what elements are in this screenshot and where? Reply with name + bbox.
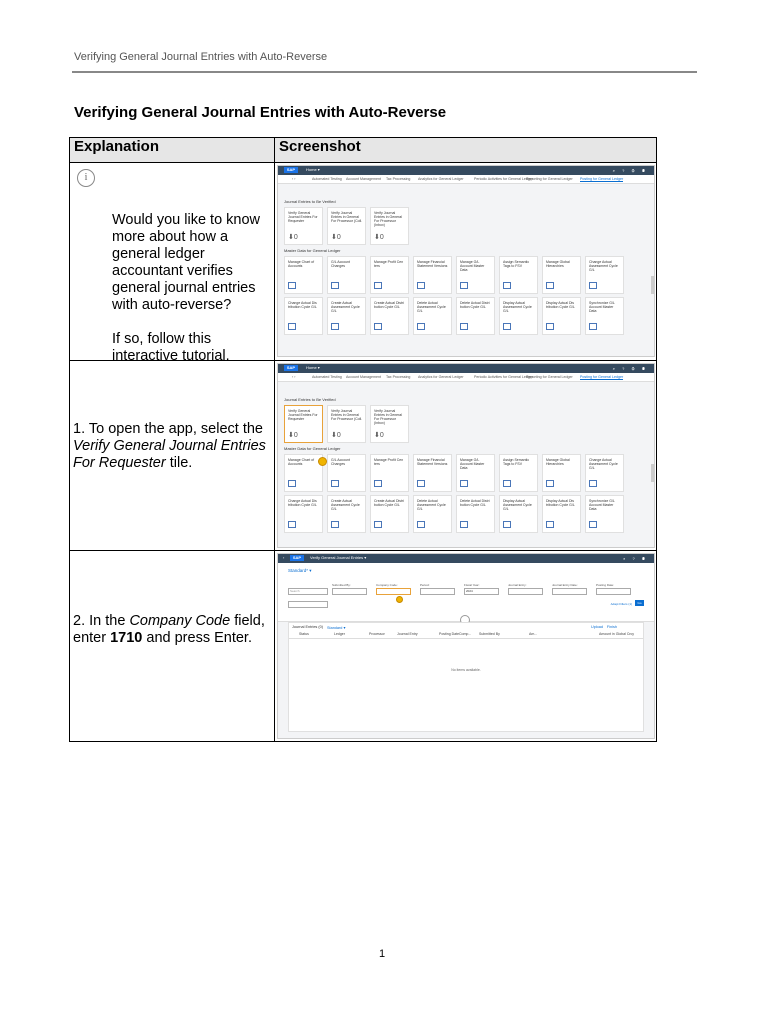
tile-app-icon bbox=[546, 323, 554, 330]
tile-title: Display Actual Dis tribution Cycle G/L bbox=[546, 499, 575, 507]
filter-field bbox=[332, 588, 367, 595]
app-tile bbox=[284, 297, 323, 335]
running-header: Verifying General Journal Entries with Auto-Reverse bbox=[74, 51, 328, 63]
tile-title: G/L Account Changes bbox=[331, 458, 350, 466]
nav-tab: Account Management bbox=[346, 375, 381, 379]
tile-app-icon bbox=[331, 282, 339, 289]
document-title: Verifying General Journal Entries with Auto-Reverse bbox=[74, 104, 447, 121]
sap-shell-bar bbox=[278, 554, 654, 563]
table-column-header: Ledger bbox=[334, 632, 345, 636]
tile-title: Delete Actual Assessment Cycle G/L bbox=[417, 301, 446, 313]
app-tile bbox=[499, 495, 538, 533]
filter-label: Fiscal Year: bbox=[464, 583, 480, 587]
tile-title: Verify Journal Entries in General For Processor (Inbox) bbox=[374, 211, 403, 227]
tile-title: Manage Financial Statement Versions bbox=[417, 260, 448, 268]
tile-app-icon bbox=[460, 480, 468, 487]
nav-tab: Automated Testing bbox=[312, 177, 342, 181]
tile-app-icon bbox=[417, 521, 425, 528]
table-title: Journal Entries (0) bbox=[292, 625, 324, 629]
section-title-journal-entries: Journal Entries to Be Verified bbox=[284, 397, 336, 402]
app-tile bbox=[413, 256, 452, 294]
tile-app-icon bbox=[288, 323, 296, 330]
app-tile bbox=[413, 454, 452, 492]
tile-title: Manage Chart of Accounts bbox=[288, 458, 315, 466]
tile-title: Synchronize G/L Account Master Data bbox=[589, 301, 615, 313]
tile-title: Display Actual Dis tribution Cycle G/L bbox=[546, 301, 575, 309]
tile-title: Change Actual Dis tribution Cycle G/L bbox=[288, 499, 317, 507]
intro-explanation-cell bbox=[70, 163, 275, 364]
app-tile bbox=[499, 297, 538, 335]
tile-app-icon bbox=[589, 282, 597, 289]
intro-tutorial-note: If so, follow this interactive tutorial. bbox=[112, 331, 230, 364]
app-tile bbox=[542, 256, 581, 294]
app-tile bbox=[585, 495, 624, 533]
step1-screenshot-cell bbox=[275, 361, 657, 551]
tile-app-icon bbox=[288, 521, 296, 528]
tile-title: Change Actual Assessment Cycle G/L bbox=[589, 260, 618, 272]
app-tile bbox=[413, 297, 452, 335]
tile-title: Create Actual Distri bution Cycle G/L bbox=[374, 301, 404, 309]
table-column-header: Amount in Global Crcy bbox=[599, 632, 635, 636]
tutorial-table bbox=[69, 137, 657, 742]
section-title-journal-entries: Journal Entries to Be Verified bbox=[284, 199, 336, 204]
upload-button: Upload bbox=[590, 625, 603, 629]
tile-count: ⬇0 bbox=[331, 432, 341, 439]
go-button: Go bbox=[635, 600, 644, 606]
app-tile bbox=[542, 454, 581, 492]
tile-app-icon bbox=[460, 282, 468, 289]
tile-count: ⬇0 bbox=[374, 234, 384, 241]
tile-title: Manage Global Hierarchies bbox=[546, 260, 570, 268]
nav-arrows-icon: ‹ › bbox=[292, 375, 296, 379]
tile-app-icon bbox=[546, 480, 554, 487]
tile-count: ⬇0 bbox=[374, 432, 384, 439]
filter-field bbox=[464, 588, 499, 595]
back-icon: ‹ bbox=[283, 555, 285, 560]
header-rule bbox=[72, 71, 697, 73]
adapt-filters-link: Adapt Filters (1) bbox=[610, 602, 632, 606]
app-tile bbox=[499, 454, 538, 492]
scrollbar bbox=[651, 276, 654, 294]
tile-app-icon bbox=[417, 282, 425, 289]
shell-home-menu: Home ▾ bbox=[306, 365, 320, 370]
tile-app-icon bbox=[374, 282, 382, 289]
tile-app-icon bbox=[374, 323, 382, 330]
step1-explanation-cell bbox=[70, 361, 275, 551]
nav-arrows-icon: ‹ › bbox=[292, 177, 296, 181]
app-tile bbox=[499, 256, 538, 294]
app-tile bbox=[327, 405, 366, 443]
tile-app-icon bbox=[374, 521, 382, 528]
app-tile bbox=[370, 297, 409, 335]
tile-title: Change Actual Dis tribution Cycle G/L bbox=[288, 301, 317, 309]
tile-app-icon bbox=[589, 323, 597, 330]
tile-title: Create Actual Assessment Cycle G/L bbox=[331, 499, 360, 511]
filter-label: Journal Entry: bbox=[508, 583, 527, 587]
tile-app-icon bbox=[288, 282, 296, 289]
app-tile bbox=[327, 454, 366, 492]
filter-label: Submitted By: bbox=[332, 583, 351, 587]
nav-tab: Reporting for General Ledger bbox=[526, 177, 573, 181]
tile-title: Verify General Journal Entries For Requester bbox=[288, 211, 318, 223]
tile-row-master-data bbox=[278, 454, 654, 492]
app-tile bbox=[585, 256, 624, 294]
column-header-explanation: Explanation bbox=[70, 138, 275, 163]
nav-tab: Automated Testing bbox=[312, 375, 342, 379]
launchpad-nav-tabs bbox=[278, 175, 654, 184]
tile-app-icon bbox=[503, 282, 511, 289]
tile-title: Assign Semantic Tags to FSV bbox=[503, 260, 530, 268]
nav-tab: Posting for General Ledger bbox=[580, 375, 624, 379]
section-title-master-data: Master Data for General Ledger bbox=[284, 248, 341, 253]
table-header bbox=[289, 631, 643, 639]
nav-tab: Tax Processing bbox=[386, 375, 411, 379]
tile-app-icon bbox=[546, 282, 554, 289]
shell-tools-icons: ⌕ ? ⚙ ◉ bbox=[612, 168, 648, 173]
nav-tab: Periodic Activities for General Ledger bbox=[474, 177, 534, 181]
app-tile bbox=[327, 207, 366, 245]
tile-title: Manage G/L Account Master Data bbox=[460, 260, 485, 272]
filter-label: Journal Entry Date: bbox=[552, 583, 578, 587]
nav-tab: Posting for General Ledger bbox=[580, 177, 624, 181]
tile-row-verify bbox=[278, 405, 654, 443]
no-items-text: No items available. bbox=[451, 668, 481, 672]
app-tile bbox=[456, 454, 495, 492]
tile-title: Manage Profit Cen ters bbox=[374, 260, 404, 268]
app-tile bbox=[456, 297, 495, 335]
app-tile bbox=[413, 495, 452, 533]
table-column-header: Am... bbox=[529, 632, 538, 636]
company-code-field bbox=[376, 588, 411, 595]
intro-paragraph: Would you like to know more about how a general ledger accountant verifies general journal entries with auto-reverse? bbox=[112, 212, 261, 313]
nav-tab: Analytics for General Ledger bbox=[418, 375, 464, 379]
table-variant: Standard ▾ bbox=[327, 626, 346, 630]
tile-app-icon bbox=[503, 323, 511, 330]
variant-selector: Standard* ▾ bbox=[288, 568, 312, 573]
filter-bar bbox=[278, 563, 654, 622]
tile-app-icon bbox=[331, 521, 339, 528]
tile-title: Verify Journal Entries in General For Processor (Inbox) bbox=[374, 409, 403, 425]
tile-app-icon bbox=[374, 480, 382, 487]
tile-count: ⬇0 bbox=[331, 234, 341, 241]
sap-logo: SAP bbox=[284, 167, 298, 173]
field-name: Company Code bbox=[129, 613, 231, 629]
tile-title: Create Actual Distri bution Cycle G/L bbox=[374, 499, 404, 507]
tile-title: Synchronize G/L Account Master Data bbox=[589, 499, 615, 511]
filter-label: Posting Date: bbox=[596, 583, 615, 587]
sap-logo: SAP bbox=[284, 365, 298, 371]
filter-field bbox=[508, 588, 543, 595]
table-column-header: Posting Date bbox=[439, 632, 460, 636]
launchpad-screenshot-step1 bbox=[277, 363, 655, 548]
tile-row-cycles bbox=[278, 495, 654, 533]
table-toolbar bbox=[289, 623, 643, 631]
tile-title: Display Actual Assessment Cycle G/L bbox=[503, 499, 532, 511]
click-cursor-icon bbox=[318, 457, 327, 466]
tile-app-icon bbox=[288, 480, 296, 487]
fiscal-year-token: 2024 bbox=[466, 589, 473, 593]
nav-tab: Account Management bbox=[346, 177, 381, 181]
tile-title: Verify General Journal Entries For Requester bbox=[288, 409, 318, 421]
sap-logo: SAP bbox=[290, 555, 304, 561]
app-screenshot bbox=[277, 553, 655, 739]
tile-title: Manage Financial Statement Versions bbox=[417, 458, 448, 466]
tile-count: ⬇0 bbox=[288, 234, 298, 241]
app-tile bbox=[327, 495, 366, 533]
finish-button: Finish bbox=[606, 625, 617, 629]
tile-app-icon bbox=[589, 480, 597, 487]
tile-title: Delete Actual Distri bution Cycle G/L bbox=[460, 499, 490, 507]
filter-label: Company Code: bbox=[376, 583, 398, 587]
app-tile bbox=[542, 495, 581, 533]
tile-title: Delete Actual Distri bution Cycle G/L bbox=[460, 301, 490, 309]
table-column-header: Processor bbox=[369, 632, 385, 636]
step2-instruction: 2. In the Company Code field, enter 1710 and press Enter. bbox=[73, 613, 265, 646]
intro-screenshot-cell bbox=[275, 163, 657, 361]
tile-title: Manage Profit Cen ters bbox=[374, 458, 404, 466]
tile-app-icon bbox=[589, 521, 597, 528]
filter-field-extra bbox=[288, 601, 328, 608]
tile-title: Delete Actual Assessment Cycle G/L bbox=[417, 499, 446, 511]
table-column-header: Journal Entry bbox=[397, 632, 418, 636]
app-title: Verify General Journal Entries ▾ bbox=[310, 555, 367, 560]
tile-row-master-data bbox=[278, 256, 654, 294]
shell-tools-icons: ⌕ ? ◉ bbox=[623, 556, 648, 561]
tile-title: Manage Global Hierarchies bbox=[546, 458, 570, 466]
tile-title: Verify Journal Entries in General For Processor (Coll. bbox=[331, 409, 363, 421]
click-cursor-icon bbox=[396, 596, 403, 603]
tile-title: Change Actual Assessment Cycle G/L bbox=[589, 458, 618, 470]
step2-screenshot-cell bbox=[275, 551, 657, 742]
app-tile bbox=[370, 207, 409, 245]
entry-value: 1710 bbox=[110, 630, 143, 646]
app-tile bbox=[370, 256, 409, 294]
table-column-header: Comp... bbox=[459, 632, 472, 636]
tile-app-icon bbox=[503, 521, 511, 528]
app-tile bbox=[456, 256, 495, 294]
step2-explanation-cell bbox=[70, 551, 275, 742]
app-tile bbox=[327, 297, 366, 335]
tile-row-verify bbox=[278, 207, 654, 245]
page-number: 1 bbox=[379, 948, 386, 960]
tile-app-icon bbox=[331, 480, 339, 487]
tile-name: Verify General Journal Entries For Requester bbox=[73, 438, 266, 471]
tile-title: Manage Chart of Accounts bbox=[288, 260, 315, 268]
tile-app-icon bbox=[417, 480, 425, 487]
table-column-header: Submitted By bbox=[479, 632, 500, 636]
tile-title: Verify Journal Entries in General For Processor (Coll. bbox=[331, 211, 363, 223]
table-column-header: Status bbox=[299, 632, 309, 636]
app-tile bbox=[284, 495, 323, 533]
nav-tab: Reporting for General Ledger bbox=[526, 375, 573, 379]
tile-title: Create Actual Assessment Cycle G/L bbox=[331, 301, 360, 313]
column-header-screenshot: Screenshot bbox=[275, 138, 657, 163]
launchpad-nav-tabs bbox=[278, 373, 654, 382]
journal-entries-table bbox=[288, 622, 644, 732]
filter-field bbox=[420, 588, 455, 595]
app-tile bbox=[284, 405, 323, 443]
app-tile bbox=[456, 495, 495, 533]
scrollbar bbox=[651, 464, 654, 482]
app-tile bbox=[585, 297, 624, 335]
tile-app-icon bbox=[546, 521, 554, 528]
app-tile bbox=[327, 256, 366, 294]
launchpad-screenshot bbox=[277, 165, 655, 357]
app-tile bbox=[542, 297, 581, 335]
tile-title: Manage G/L Account Master Data bbox=[460, 458, 485, 470]
sap-shell-bar bbox=[278, 364, 654, 373]
tile-app-icon bbox=[460, 521, 468, 528]
app-tile bbox=[370, 495, 409, 533]
tile-app-icon bbox=[331, 323, 339, 330]
nav-tab: Tax Processing bbox=[386, 177, 411, 181]
app-tile bbox=[370, 454, 409, 492]
app-tile bbox=[284, 256, 323, 294]
tile-app-icon bbox=[417, 323, 425, 330]
nav-tab: Periodic Activities for General Ledger bbox=[474, 375, 534, 379]
shell-home-menu: Home ▾ bbox=[306, 167, 320, 172]
nav-tab: Analytics for General Ledger bbox=[418, 177, 464, 181]
tile-row-cycles bbox=[278, 297, 654, 335]
tile-title: Display Actual Assessment Cycle G/L bbox=[503, 301, 532, 313]
filter-field bbox=[552, 588, 587, 595]
app-tile bbox=[585, 454, 624, 492]
app-tile bbox=[284, 207, 323, 245]
step1-instruction: 1. To open the app, select the Verify General Journal Entries For Requester tile. bbox=[73, 421, 266, 471]
tile-title: G/L Account Changes bbox=[331, 260, 350, 268]
section-title-master-data: Master Data for General Ledger bbox=[284, 446, 341, 451]
filter-field bbox=[596, 588, 631, 595]
search-field: Search bbox=[288, 588, 328, 595]
shell-tools-icons: ⌕ ? ⚙ ◉ bbox=[612, 366, 648, 371]
tile-app-icon bbox=[460, 323, 468, 330]
filter-label: Period: bbox=[420, 583, 430, 587]
tile-count: ⬇0 bbox=[288, 432, 298, 439]
tile-title: Assign Semantic Tags to FSV bbox=[503, 458, 530, 466]
info-icon: i bbox=[77, 169, 95, 187]
sap-shell-bar bbox=[278, 166, 654, 175]
app-tile bbox=[370, 405, 409, 443]
tile-app-icon bbox=[503, 480, 511, 487]
